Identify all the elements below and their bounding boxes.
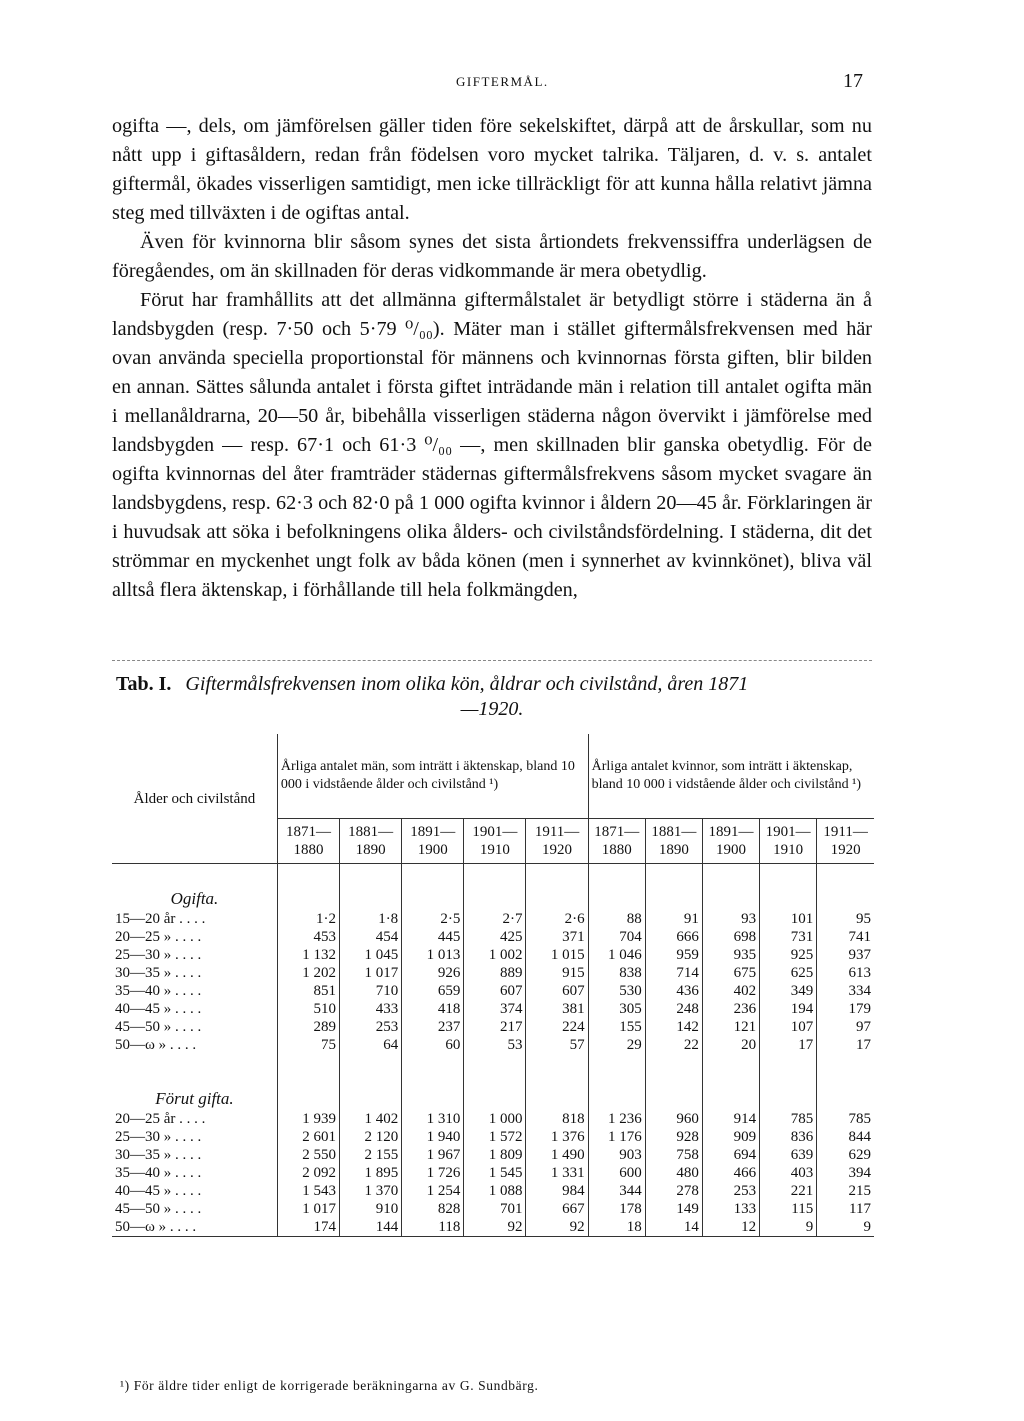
table-row bbox=[112, 928, 874, 946]
men-value-cell: 2·5 bbox=[402, 910, 464, 928]
men-value-cell: 1 895 bbox=[340, 1164, 402, 1182]
men-value-cell: 1 017 bbox=[340, 964, 402, 982]
empty-cell bbox=[277, 864, 339, 911]
empty-cell bbox=[464, 1064, 526, 1110]
empty-cell bbox=[702, 864, 759, 911]
women-value-cell: 530 bbox=[588, 982, 645, 1000]
men-value-cell: 1 310 bbox=[402, 1110, 464, 1128]
table-row bbox=[112, 1164, 874, 1182]
men-value-cell: 915 bbox=[526, 964, 588, 982]
empty-cell bbox=[277, 1064, 339, 1110]
empty-cell bbox=[760, 864, 817, 911]
men-value-cell: 710 bbox=[340, 982, 402, 1000]
men-value-cell: 2 155 bbox=[340, 1146, 402, 1164]
section-title: Ogifta. bbox=[112, 864, 277, 911]
table-row bbox=[112, 1146, 874, 1164]
table-row bbox=[112, 1110, 874, 1128]
women-value-cell: 666 bbox=[645, 928, 702, 946]
empty-cell bbox=[526, 864, 588, 911]
spacer-cell bbox=[526, 1054, 588, 1064]
men-value-cell: 433 bbox=[340, 1000, 402, 1018]
row-label: 45—50 » . . . . bbox=[112, 1200, 277, 1218]
women-value-cell: 731 bbox=[760, 928, 817, 946]
men-value-cell: 828 bbox=[402, 1200, 464, 1218]
men-value-cell: 75 bbox=[277, 1036, 339, 1054]
men-value-cell: 1 132 bbox=[277, 946, 339, 964]
women-value-cell: 909 bbox=[702, 1128, 759, 1146]
spacer-cell bbox=[645, 1054, 702, 1064]
spacer-cell bbox=[760, 1054, 817, 1064]
men-value-cell: 144 bbox=[340, 1218, 402, 1237]
row-label: 20—25 år . . . . bbox=[112, 1110, 277, 1128]
row-label: 25—30 » . . . . bbox=[112, 1128, 277, 1146]
empty-cell bbox=[817, 1064, 874, 1110]
men-value-cell: 889 bbox=[464, 964, 526, 982]
table-row bbox=[112, 1218, 874, 1237]
men-value-cell: 53 bbox=[464, 1036, 526, 1054]
women-value-cell: 236 bbox=[702, 1000, 759, 1018]
table-row bbox=[112, 964, 874, 982]
row-label: 50—ω » . . . . bbox=[112, 1036, 277, 1054]
women-value-cell: 1 046 bbox=[588, 946, 645, 964]
women-value-cell: 18 bbox=[588, 1218, 645, 1237]
men-value-cell: 454 bbox=[340, 928, 402, 946]
women-value-cell: 349 bbox=[760, 982, 817, 1000]
women-value-cell: 403 bbox=[760, 1164, 817, 1182]
empty-cell bbox=[402, 1064, 464, 1110]
women-group-header: Årliga antalet kvinnor, som inträtt i äktenskap, bland 10 000 i vidstående ålder och civilstånd ¹) bbox=[588, 734, 874, 819]
table-title: Giftermålsfrekvensen inom olika kön, åldrar och civilstånd, åren 1871 bbox=[185, 673, 749, 695]
row-label: 25—30 » . . . . bbox=[112, 946, 277, 964]
women-value-cell: 9 bbox=[760, 1218, 817, 1237]
period-header-men: 1881—1890 bbox=[340, 819, 402, 864]
table-row bbox=[112, 946, 874, 964]
women-value-cell: 1 236 bbox=[588, 1110, 645, 1128]
period-header-men: 1891—1900 bbox=[402, 819, 464, 864]
empty-cell bbox=[645, 1064, 702, 1110]
men-value-cell: 1 002 bbox=[464, 946, 526, 964]
women-value-cell: 625 bbox=[760, 964, 817, 982]
row-label: 40—45 » . . . . bbox=[112, 1000, 277, 1018]
men-value-cell: 217 bbox=[464, 1018, 526, 1036]
women-value-cell: 93 bbox=[702, 910, 759, 928]
men-value-cell: 289 bbox=[277, 1018, 339, 1036]
empty-cell bbox=[340, 1064, 402, 1110]
women-value-cell: 12 bbox=[702, 1218, 759, 1237]
footnote: ¹) För äldre tider enligt de korrigerade beräkningarna av G. Sundbärg. bbox=[120, 1378, 539, 1393]
row-label: 30—35 » . . . . bbox=[112, 964, 277, 982]
men-value-cell: 1 254 bbox=[402, 1182, 464, 1200]
women-value-cell: 17 bbox=[856, 1037, 871, 1053]
men-value-cell: 2·7 bbox=[464, 910, 526, 928]
men-value-cell: 1 726 bbox=[402, 1164, 464, 1182]
row-label: 30—35 » . . . . bbox=[112, 1146, 277, 1164]
empty-cell bbox=[402, 864, 464, 911]
men-value-cell: 1·8 bbox=[340, 910, 402, 928]
women-value-cell: 600 bbox=[588, 1164, 645, 1182]
table-row bbox=[112, 1182, 874, 1200]
age-civil-status-header: Ålder och civilstånd bbox=[112, 734, 277, 864]
women-value-cell: 925 bbox=[760, 946, 817, 964]
women-value-cell: 278 bbox=[645, 1182, 702, 1200]
men-value-cell: 1 331 bbox=[526, 1164, 588, 1182]
men-value-cell: 1 402 bbox=[340, 1110, 402, 1128]
men-value-cell: 818 bbox=[526, 1110, 588, 1128]
women-value-cell: 838 bbox=[588, 964, 645, 982]
men-value-cell: 2 092 bbox=[277, 1164, 339, 1182]
men-value-cell: 1 045 bbox=[340, 946, 402, 964]
men-value-cell: 1 939 bbox=[277, 1110, 339, 1128]
table-row bbox=[112, 1036, 874, 1054]
men-value-cell: 1 088 bbox=[464, 1182, 526, 1200]
men-value-cell: 1 013 bbox=[402, 946, 464, 964]
men-value-cell: 224 bbox=[526, 1018, 588, 1036]
table-caption bbox=[112, 672, 872, 722]
men-value-cell: 1 940 bbox=[402, 1128, 464, 1146]
men-value-cell: 381 bbox=[526, 1000, 588, 1018]
men-value-cell: 1 543 bbox=[277, 1182, 339, 1200]
spacer-cell bbox=[340, 1054, 402, 1064]
statistics-table bbox=[112, 734, 874, 1237]
men-value-cell: 418 bbox=[402, 1000, 464, 1018]
women-value-cell: 88 bbox=[588, 910, 645, 928]
period-header-women: 1911—1920 bbox=[817, 819, 874, 864]
women-value-cell: 844 bbox=[848, 1129, 871, 1145]
men-value-cell: 1 967 bbox=[402, 1146, 464, 1164]
men-value-cell: 1 545 bbox=[464, 1164, 526, 1182]
women-value-cell: 928 bbox=[645, 1128, 702, 1146]
empty-cell bbox=[817, 864, 874, 911]
women-value-cell: 215 bbox=[848, 1183, 871, 1199]
women-value-cell: 221 bbox=[760, 1182, 817, 1200]
period-header-men: 1871—1880 bbox=[277, 819, 339, 864]
women-value-cell: 698 bbox=[702, 928, 759, 946]
women-value-cell: 97 bbox=[856, 1019, 871, 1035]
women-value-cell: 117 bbox=[849, 1201, 871, 1217]
section-divider bbox=[112, 660, 872, 661]
women-value-cell: 704 bbox=[588, 928, 645, 946]
table-row bbox=[112, 1000, 874, 1018]
men-value-cell: 1 370 bbox=[340, 1182, 402, 1200]
men-value-cell: 1 490 bbox=[526, 1146, 588, 1164]
women-value-cell: 142 bbox=[645, 1018, 702, 1036]
empty-cell bbox=[760, 1064, 817, 1110]
women-value-cell: 9 bbox=[817, 1218, 874, 1237]
table-row bbox=[112, 1018, 874, 1036]
men-value-cell: 2 120 bbox=[340, 1128, 402, 1146]
women-value-cell: 741 bbox=[848, 929, 871, 945]
men-value-cell: 2·6 bbox=[526, 910, 588, 928]
women-value-cell: 714 bbox=[645, 964, 702, 982]
running-title: GIFTERMÅL. bbox=[456, 74, 549, 89]
men-value-cell: 1 572 bbox=[464, 1128, 526, 1146]
period-header-men: 1901—1910 bbox=[464, 819, 526, 864]
spacer-cell bbox=[464, 1054, 526, 1064]
men-value-cell: 92 bbox=[526, 1218, 588, 1237]
section-title: Förut gifta. bbox=[112, 1064, 277, 1110]
period-header-women: 1881—1890 bbox=[645, 819, 702, 864]
men-value-cell: 910 bbox=[340, 1200, 402, 1218]
women-value-cell: 785 bbox=[848, 1111, 871, 1127]
women-value-cell: 305 bbox=[588, 1000, 645, 1018]
men-value-cell: 374 bbox=[464, 1000, 526, 1018]
empty-cell bbox=[526, 1064, 588, 1110]
men-value-cell: 1 809 bbox=[464, 1146, 526, 1164]
men-value-cell: 174 bbox=[277, 1218, 339, 1237]
men-value-cell: 1 017 bbox=[277, 1200, 339, 1218]
table-body bbox=[112, 864, 874, 1237]
table-title-continuation: —1920. bbox=[460, 698, 524, 720]
women-value-cell: 179 bbox=[848, 1001, 871, 1017]
body-text bbox=[112, 112, 872, 605]
men-value-cell: 701 bbox=[464, 1200, 526, 1218]
women-value-cell: 1 176 bbox=[588, 1128, 645, 1146]
spacer-cell bbox=[588, 1054, 645, 1064]
women-value-cell: 694 bbox=[702, 1146, 759, 1164]
period-header-women: 1891—1900 bbox=[702, 819, 759, 864]
women-value-cell: 248 bbox=[645, 1000, 702, 1018]
women-value-cell: 836 bbox=[760, 1128, 817, 1146]
men-value-cell: 1·2 bbox=[277, 910, 339, 928]
women-value-cell: 149 bbox=[645, 1200, 702, 1218]
empty-cell bbox=[464, 864, 526, 911]
women-value-cell: 935 bbox=[702, 946, 759, 964]
men-group-header: Årliga antalet män, som inträtt i äktenskap, bland 10 000 i vidstående ålder och civilstånd ¹) bbox=[277, 734, 588, 819]
women-value-cell: 20 bbox=[702, 1036, 759, 1054]
women-value-cell: 344 bbox=[588, 1182, 645, 1200]
men-value-cell: 607 bbox=[526, 982, 588, 1000]
row-label: 20—25 » . . . . bbox=[112, 928, 277, 946]
women-value-cell: 178 bbox=[588, 1200, 645, 1218]
women-value-cell: 402 bbox=[702, 982, 759, 1000]
row-label: 35—40 » . . . . bbox=[112, 1164, 277, 1182]
men-value-cell: 659 bbox=[402, 982, 464, 1000]
table-row bbox=[112, 910, 874, 928]
empty-cell bbox=[340, 864, 402, 911]
men-value-cell: 2 601 bbox=[277, 1128, 339, 1146]
women-value-cell: 480 bbox=[645, 1164, 702, 1182]
spacer-cell bbox=[277, 1054, 339, 1064]
women-value-cell: 101 bbox=[760, 910, 817, 928]
page-number: 17 bbox=[843, 70, 863, 92]
table-row bbox=[112, 1200, 874, 1218]
women-value-cell: 639 bbox=[760, 1146, 817, 1164]
women-value-cell: 22 bbox=[645, 1036, 702, 1054]
men-value-cell: 92 bbox=[464, 1218, 526, 1237]
women-value-cell: 466 bbox=[702, 1164, 759, 1182]
paragraph-3: Förut har framhållits att det allmänna giftermålstalet är betydligt större i städerna än å landsbygden (resp. 7·50 och 5·79 ⁰/₀₀). Mäter man i stället giftermålsfrekvensen med här ovan använda speciella proportionstal för männens och kvinnornas första giften, blir bilden en annan. Sättes sålunda antalet i första giftet inträdande män i relation till antalet ogifta män i mellanåldrarna, 20—50 år, bibehålla visserligen städerna någon övervikt i jämförelse med landsbygden — resp. 67·1 och 61·3 ⁰/₀₀ —, men skillnaden blir ganska obetydlig. För de ogifta kvinnornas del åter framträder städernas giftermålsfrekvens såsom mycket svagare än landsbygdens, resp. 62·3 och 82·0 på 1 000 ogifta kvinnor i åldern 20—45 år. Förklaringen är i huvudsak att söka i befolkningens olika ålders- och civilståndsfördelning. I städerna, dit det strömmar en myckenhet ungt folk av båda könen (men i synnerhet av kvinnkönet), bliva väl alltså flera äktenskap, i förhållande till hela folkmängden, bbox=[112, 289, 872, 601]
women-value-cell: 121 bbox=[702, 1018, 759, 1036]
men-value-cell: 851 bbox=[277, 982, 339, 1000]
men-value-cell: 445 bbox=[402, 928, 464, 946]
women-value-cell: 758 bbox=[645, 1146, 702, 1164]
men-value-cell: 253 bbox=[340, 1018, 402, 1036]
row-label: 45—50 » . . . . bbox=[112, 1018, 277, 1036]
spacer-cell bbox=[817, 1054, 874, 1064]
paragraph-2: Även för kvinnorna blir såsom synes det sista årtiondets frekvenssiffra underlägsen de föregåendes, om än skillnaden för deras vidkommande är mera obetydlig. bbox=[112, 231, 872, 282]
spacer-cell bbox=[702, 1054, 759, 1064]
women-value-cell: 107 bbox=[760, 1018, 817, 1036]
paragraph-1: ogifta —, dels, om jämförelsen gäller tiden före sekelskiftet, därpå att de årskullar, som nu nått upp i giftasåldern, redan från födelsen voro mycket talrika. Täljaren, d. v. s. antalet giftermål, ökades visserligen samtidigt, men icke tillräckligt för att kunna hålla relativt jämna steg med tillväxten i de ogiftas antal. bbox=[112, 115, 872, 224]
empty-cell bbox=[588, 1064, 645, 1110]
women-value-cell: 675 bbox=[702, 964, 759, 982]
men-value-cell: 2 550 bbox=[277, 1146, 339, 1164]
period-header-men: 1911—1920 bbox=[526, 819, 588, 864]
women-value-cell: 253 bbox=[702, 1182, 759, 1200]
women-value-cell: 629 bbox=[848, 1147, 871, 1163]
men-value-cell: 60 bbox=[402, 1036, 464, 1054]
table-row bbox=[112, 1128, 874, 1146]
period-header-women: 1901—1910 bbox=[760, 819, 817, 864]
men-value-cell: 57 bbox=[526, 1036, 588, 1054]
women-value-cell: 903 bbox=[588, 1146, 645, 1164]
spacer-cell bbox=[112, 1054, 277, 1064]
empty-cell bbox=[645, 864, 702, 911]
men-value-cell: 510 bbox=[277, 1000, 339, 1018]
men-value-cell: 237 bbox=[402, 1018, 464, 1036]
women-value-cell: 937 bbox=[848, 947, 871, 963]
women-value-cell: 133 bbox=[702, 1200, 759, 1218]
row-label: 50—ω » . . . . bbox=[112, 1218, 277, 1237]
women-value-cell: 91 bbox=[645, 910, 702, 928]
men-value-cell: 371 bbox=[526, 928, 588, 946]
row-label: 15—20 år . . . . bbox=[112, 910, 277, 928]
spacer-cell bbox=[402, 1054, 464, 1064]
men-value-cell: 453 bbox=[277, 928, 339, 946]
table-row bbox=[112, 982, 874, 1000]
women-value-cell: 155 bbox=[588, 1018, 645, 1036]
men-value-cell: 1 000 bbox=[464, 1110, 526, 1128]
men-value-cell: 607 bbox=[464, 982, 526, 1000]
period-header-women: 1871—1880 bbox=[588, 819, 645, 864]
women-value-cell: 17 bbox=[760, 1036, 817, 1054]
empty-cell bbox=[702, 1064, 759, 1110]
women-value-cell: 785 bbox=[760, 1110, 817, 1128]
women-value-cell: 613 bbox=[848, 965, 871, 981]
women-value-cell: 29 bbox=[588, 1036, 645, 1054]
women-value-cell: 334 bbox=[848, 983, 871, 999]
women-value-cell: 95 bbox=[856, 911, 871, 927]
women-value-cell: 14 bbox=[645, 1218, 702, 1237]
men-value-cell: 926 bbox=[402, 964, 464, 982]
row-label: 40—45 » . . . . bbox=[112, 1182, 277, 1200]
table-label: Tab. I. bbox=[116, 673, 172, 695]
men-value-cell: 425 bbox=[464, 928, 526, 946]
women-value-cell: 436 bbox=[645, 982, 702, 1000]
running-head bbox=[0, 70, 1024, 94]
men-value-cell: 1 015 bbox=[526, 946, 588, 964]
men-value-cell: 984 bbox=[526, 1182, 588, 1200]
empty-cell bbox=[588, 864, 645, 911]
women-value-cell: 394 bbox=[848, 1165, 871, 1181]
women-value-cell: 194 bbox=[760, 1000, 817, 1018]
men-value-cell: 118 bbox=[402, 1218, 464, 1237]
men-value-cell: 1 376 bbox=[526, 1128, 588, 1146]
men-value-cell: 64 bbox=[340, 1036, 402, 1054]
men-value-cell: 1 202 bbox=[277, 964, 339, 982]
women-value-cell: 115 bbox=[760, 1200, 817, 1218]
women-value-cell: 959 bbox=[645, 946, 702, 964]
women-value-cell: 914 bbox=[702, 1110, 759, 1128]
women-value-cell: 960 bbox=[645, 1110, 702, 1128]
men-value-cell: 667 bbox=[526, 1200, 588, 1218]
row-label: 35—40 » . . . . bbox=[112, 982, 277, 1000]
